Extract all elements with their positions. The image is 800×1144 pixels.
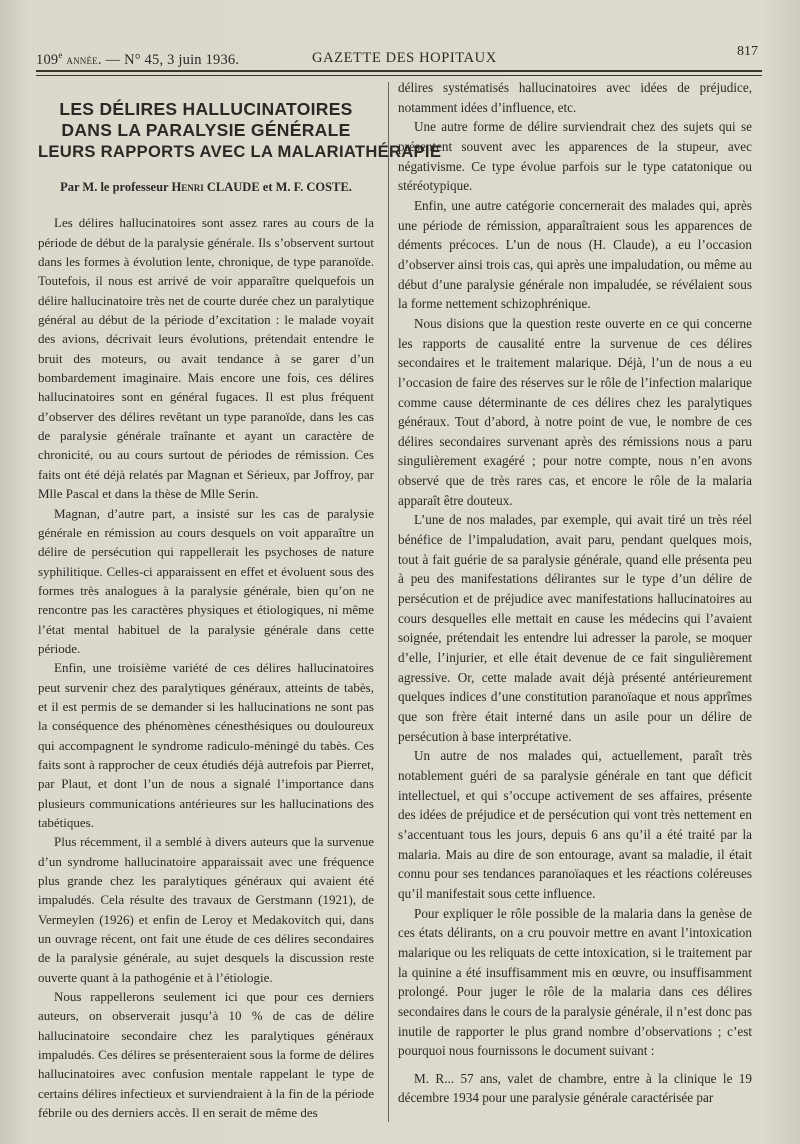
running-header <box>36 44 762 70</box>
paragraph: Enfin, une troisième variété de ces délires hallucinatoires peut survenir chez des paralytiques généraux, atteints de tabès, et il est permis de se demander si les hallucinations ne sont pas la conséquence des phénomènes cénesthésiques ou douloureux qui accompagnent le syndrome radiculo-méningé du tabès. Ces faits sont à rapprocher de ceux étudiés déjà autrefois par Pierret, par Plaut, et dont l’un de nous a signalé l’importance dans plusieurs communications antérieures sur les hallucinations des tabétiques. <box>38 660 374 830</box>
case-report-paragraph: M. R... 57 ans, valet de chambre, entre à la clinique le 19 décembre 1934 pour une paralysie générale caractérisée par <box>398 1070 752 1105</box>
paragraph: délires systématisés hallucinatoires avec idées de préjudice, notamment idées d’influence, etc. <box>398 80 752 115</box>
paragraph: Une autre forme de délire surviendrait chez des sujets qui se présentent souvent avec les apparences de la stupeur, avec négativisme. Ce type évolue parfois sur le type catatonique ou stéréotypique. <box>398 119 752 194</box>
issue-info: 109e année. — N° 45, 3 juin 1936. <box>36 50 240 68</box>
page-number: 817 <box>737 44 758 59</box>
right-column <box>398 78 752 1107</box>
title-line: LES DÉLIRES HALLUCINATOIRES <box>59 99 353 119</box>
article-authors: Par M. le professeur Henri CLAUDE et M. F. COSTE. <box>60 180 352 194</box>
left-column <box>38 78 442 1123</box>
paragraph: L’une de nos malades, par exemple, qui avait tiré un très réel bénéfice de l’impaludation, avait paru, pendant quelques mois, tout à fait guérie de sa paralysie générale, quand elle présenta peu à peu des manifestations délirantes sur le type d’un délire de persécution et de préjudice avec manifestations hallucinatoires au cours desquelles elle mettait en cause les médecins qui l’avaient soignée, prétendait les entendre lui adresser la parole, se moquer d’elle, l’injurier, et elle était devenue de ce fait singulièrement agressive. Or, cette malade avait déjà présenté antérieurement quelques indices d’une constitution paranoïaque et nous apprîmes que son frère était interné dans un asile pour un délire de persécution à base interprétative. <box>398 512 752 744</box>
title-line: DANS LA PARALYSIE GÉNÉRALE <box>61 120 351 140</box>
paragraph: Plus récemment, il a semblé à divers auteurs que la survenue d’un syndrome hallucinatoire apparaissait avec une fréquence plus grande chez les paralytiques généraux qui avaient été impaludés. Cela résulte des travaux de Gerstmann (1921), de Vermeylen (1926) et enfin de Leroy et Medakovitch qui, dans un ouvrage récent, ont fait une étude de ces délires secondaires de la paralysie générale, au sujet desquels la discussion reste ouverte quant à la pathogénie et à l’étiologie. <box>38 834 374 985</box>
header-rule-thin <box>36 75 762 76</box>
paragraph: Les délires hallucinatoires sont assez rares au cours de la période de début de la paralysie générale. Ils s’observent surtout dans les formes à évolution lente, chronique, de type paranoïde. Toutefois, il nous est arrivé de voir apparaître quelquefois un délire hallucinatoire très net de courte durée chez un paralytique général au début de la période d’excitation : le malade voyait des avions, décrivait leurs évolutions, prétendait entendre le bruit des moteurs, ou avait tendance à se garer d’un bombardement imaginaire. Mais encore une fois, ces délires hallucinatoires sont en général fugaces. Il est plus fréquent d’observer des délires revêtant un type paranoïde, dans les cas de paralysie générale traînante et ayant un caractère de chronicité, ou au cours surtout de périodes de rémission. Ces faits ont été déjà relatés par Magnan et Sérieux, par Joffroy, par Mlle Pascal et dans la thèse de Mlle Serin. <box>38 215 374 502</box>
paragraph: Magnan, d’autre part, a insisté sur les cas de paralysie générale en rémission au cours desquels on voit apparaître un délire de persécution qui rappellerait les psychoses de nature syphilitique. Celles-ci apparaissent en effet et évoluent sous des formes très analogues à la paralysie générale, bien qu’on ne rencontre pas les caractères physiques et étiologiques, ni même l’état mental habituel de la paralysie générale dans cette période. <box>38 505 374 656</box>
paragraph: Nous disions que la question reste ouverte en ce qui concerne les rapports de causalité entre la survenue de ces délires secondaires et le traitement malarique. Déjà, l’un de nous a eu l’occasion de faire des réserves sur le rôle de l’infection malarique comme cause déterminante de ces délires chez les paralytiques généraux. Tout d’abord, à notre point de vue, le nombre de ces délires secondaires survenant après des rémissions nous a paru singulièrement exagéré ; pour notre compte, nous n’en avons observé que de très rares cas, et encore le rôle de la malaria apparaît être douteux. <box>398 315 752 508</box>
paragraph: Pour expliquer le rôle possible de la malaria dans la genèse de ces états délirants, on a cru pouvoir mettre en avant l’intoxication malarique ou les reliquats de cette intoxication, si le traitement par la quinine a été insuffisamment mis en œuvre, ou insuffisamment prolongé. Pour juger le rôle de la malaria dans ces délires secondaires dans le cours de la paralysie générale, il n’est donc pas inutile de rapporter le plus grand nombre d’observations ; c’est pourquoi nous fournissons le document suivant : <box>398 905 752 1059</box>
header-rule-thick <box>36 70 762 72</box>
article-title <box>38 99 442 162</box>
paragraph: Un autre de nos malades qui, actuellement, paraît très notablement guéri de sa paralysie générale en tant que déficit intellectuel, et qui s’occupe activement de ses affaires, présente des idées de préjudice et de persécution qui vont très nettement en s’accentuant tous les jours, depuis 6 ans qu’il a été traité par la malaria. Mais au dire de son entourage, avant sa maladie, il était connu pour ses tendances paranoïaques et les réactions coléreuses qu’il manifestait sous cette influence. <box>398 748 752 901</box>
paragraph: Enfin, une autre catégorie concernerait des malades qui, après une période de rémission, apparaîtraient sous les apparences de déments précoces. L’un de nous (H. Claude), a eu l’occasion d’observer ainsi trois cas, qui après une impaludation, ou même au début d’une paralysie générale non impaludée, se révélaient sous la forme nettement schizophrénique. <box>398 197 752 312</box>
journal-title: GAZETTE DES HOPITAUX <box>312 50 497 66</box>
title-line: LEURS RAPPORTS AVEC LA MALARIATHÉRAPIE <box>38 142 442 161</box>
paragraph: Nous rappellerons seulement ici que pour ces derniers auteurs, on observerait jusqu’à 10 % de cas de délire hallucinatoire secondaire chez les paralytiques généraux impaludés. Ces délires se présenteraient sous la forme de délires hallucinatoires avec confusion mentale rappelant le type de certains délires infectieux et surviendraient à la fin de la période fébrile ou des derniers accès. Il en serait de même des <box>38 989 374 1121</box>
column-separator <box>388 82 389 1122</box>
